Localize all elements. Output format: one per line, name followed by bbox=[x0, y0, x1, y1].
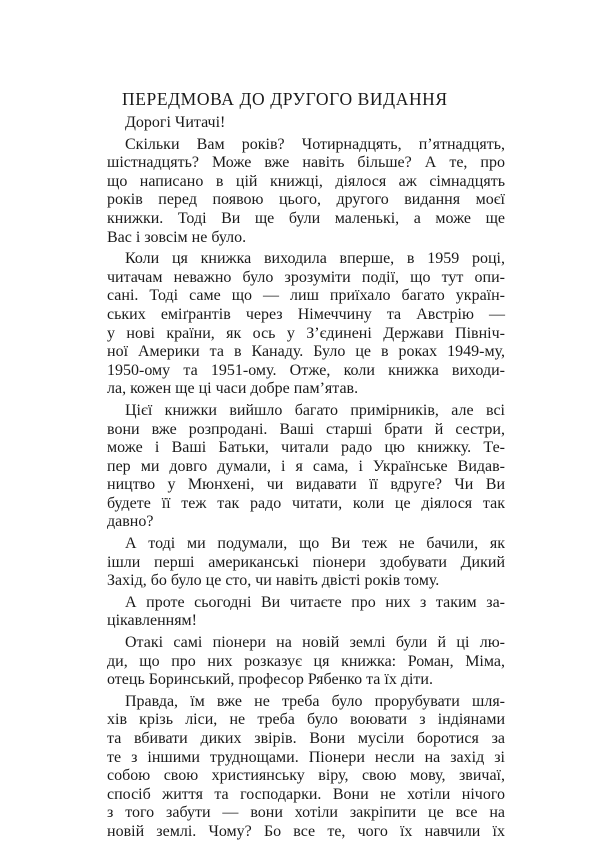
paragraph bbox=[107, 402, 505, 532]
text-line: ництво у Мюнхені, чи видавати її вдруге? Чи Ви bbox=[107, 476, 505, 494]
text-line: може і Ваші Батьки, читали радо цю книжку. Те- bbox=[107, 439, 505, 457]
text-line: собою свою християнську віру, свою мову, звичаї, bbox=[107, 767, 505, 785]
text-line: що написано в цій книжці, діялося аж сімнадцять bbox=[107, 172, 505, 190]
document-body bbox=[107, 114, 505, 845]
greeting: Дорогі Читачі! bbox=[125, 114, 226, 131]
text-line: А тоді ми подумали, що Ви теж не бачили, як bbox=[125, 535, 505, 553]
text-line: книжки. Тоді Ви ще були маленькі, а може ще bbox=[107, 209, 505, 227]
text-line: Вас і зовсім не було. bbox=[107, 228, 247, 246]
paragraph bbox=[107, 136, 505, 248]
page-title: ПЕРЕДМОВА ДО ДРУГОГО ВИДАННЯ bbox=[122, 89, 448, 109]
text-line: давно? bbox=[107, 513, 154, 531]
text-line: те з іншими труднощами. Піонери несли на захід зі bbox=[107, 748, 505, 766]
text-line: отець Боринський, професор Рябенко та їх діти. bbox=[107, 671, 433, 689]
text-line: Коли ця книжка виходила вперше, в 1959 році, bbox=[125, 250, 505, 268]
text-line: новій землі. Чому? Бо все те, чого їх навчили їх bbox=[107, 822, 505, 840]
text-line: Правда, їм вже не треба було прорубувати шля- bbox=[125, 692, 505, 710]
text-line: у нові країни, як ось у З’єдинені Держави Північ- bbox=[107, 324, 505, 342]
text-line: пер ми довго думали, і я сама, і Українське Видав- bbox=[107, 457, 505, 475]
text-line: Цієї книжки вийшло багато примірників, але всі bbox=[125, 401, 505, 419]
text-line: читачам неважно було зрозуміти події, що тут опи- bbox=[107, 268, 505, 286]
text-line: хів крізь ліси, не треба було воювати з індіянами bbox=[107, 711, 505, 729]
text-line: ішли перші американські піонери здобувати Дикий bbox=[107, 553, 505, 571]
text-line: та вбивати диких звірів. Вони мусіли боротися за bbox=[107, 730, 505, 747]
paragraph bbox=[107, 634, 505, 690]
text-line: будете її теж так радо читати, коли це діялося так bbox=[107, 494, 505, 512]
text-line: з того забути — вони хотіли закріпити це все на bbox=[107, 804, 505, 822]
paragraph bbox=[107, 693, 505, 842]
text-line: спосіб життя та господарки. Вони не хотіли нічого bbox=[107, 785, 505, 803]
text-line: 1950-ому та 1951-ому. Отже, коли книжка виходи- bbox=[107, 361, 505, 379]
text-line: ди, що про них розказує ця книжка: Роман, Міма, bbox=[107, 652, 505, 670]
paragraph bbox=[107, 535, 505, 591]
text-line: ної Америки та в Канаду. Було це в роках 1949-му, bbox=[107, 343, 505, 361]
text-line: сані. Тоді саме що — лиш приїхало багато україн- bbox=[107, 287, 505, 305]
text-line: А проте сьогодні Ви читаєте про них з таким за- bbox=[125, 593, 505, 611]
text-line: Скільки Вам років? Чотирнадцять, п’ятнадцять, bbox=[125, 135, 505, 153]
text-line: шістнадцять? Може вже навіть більше? А те, про bbox=[107, 154, 505, 172]
text-line: ла, кожен ще ці часи добре пам’ятав. bbox=[107, 380, 359, 398]
text-line: років перед появою цього, другого видання моєї bbox=[107, 191, 505, 209]
text-line: Захід, бо було це сто, чи навіть двісті років тому. bbox=[107, 572, 440, 590]
text-line: цікавленням! bbox=[107, 612, 198, 630]
text-line: вони вже розпродані. Ваші старші брати й сестри, bbox=[107, 420, 505, 438]
text-line: Отакі самі піонери на новій землі були й ці лю- bbox=[125, 634, 505, 652]
text-line: ських еміґрантів через Німеччину та Австрію — bbox=[107, 305, 505, 323]
paragraph bbox=[107, 594, 505, 631]
paragraph bbox=[107, 250, 505, 399]
